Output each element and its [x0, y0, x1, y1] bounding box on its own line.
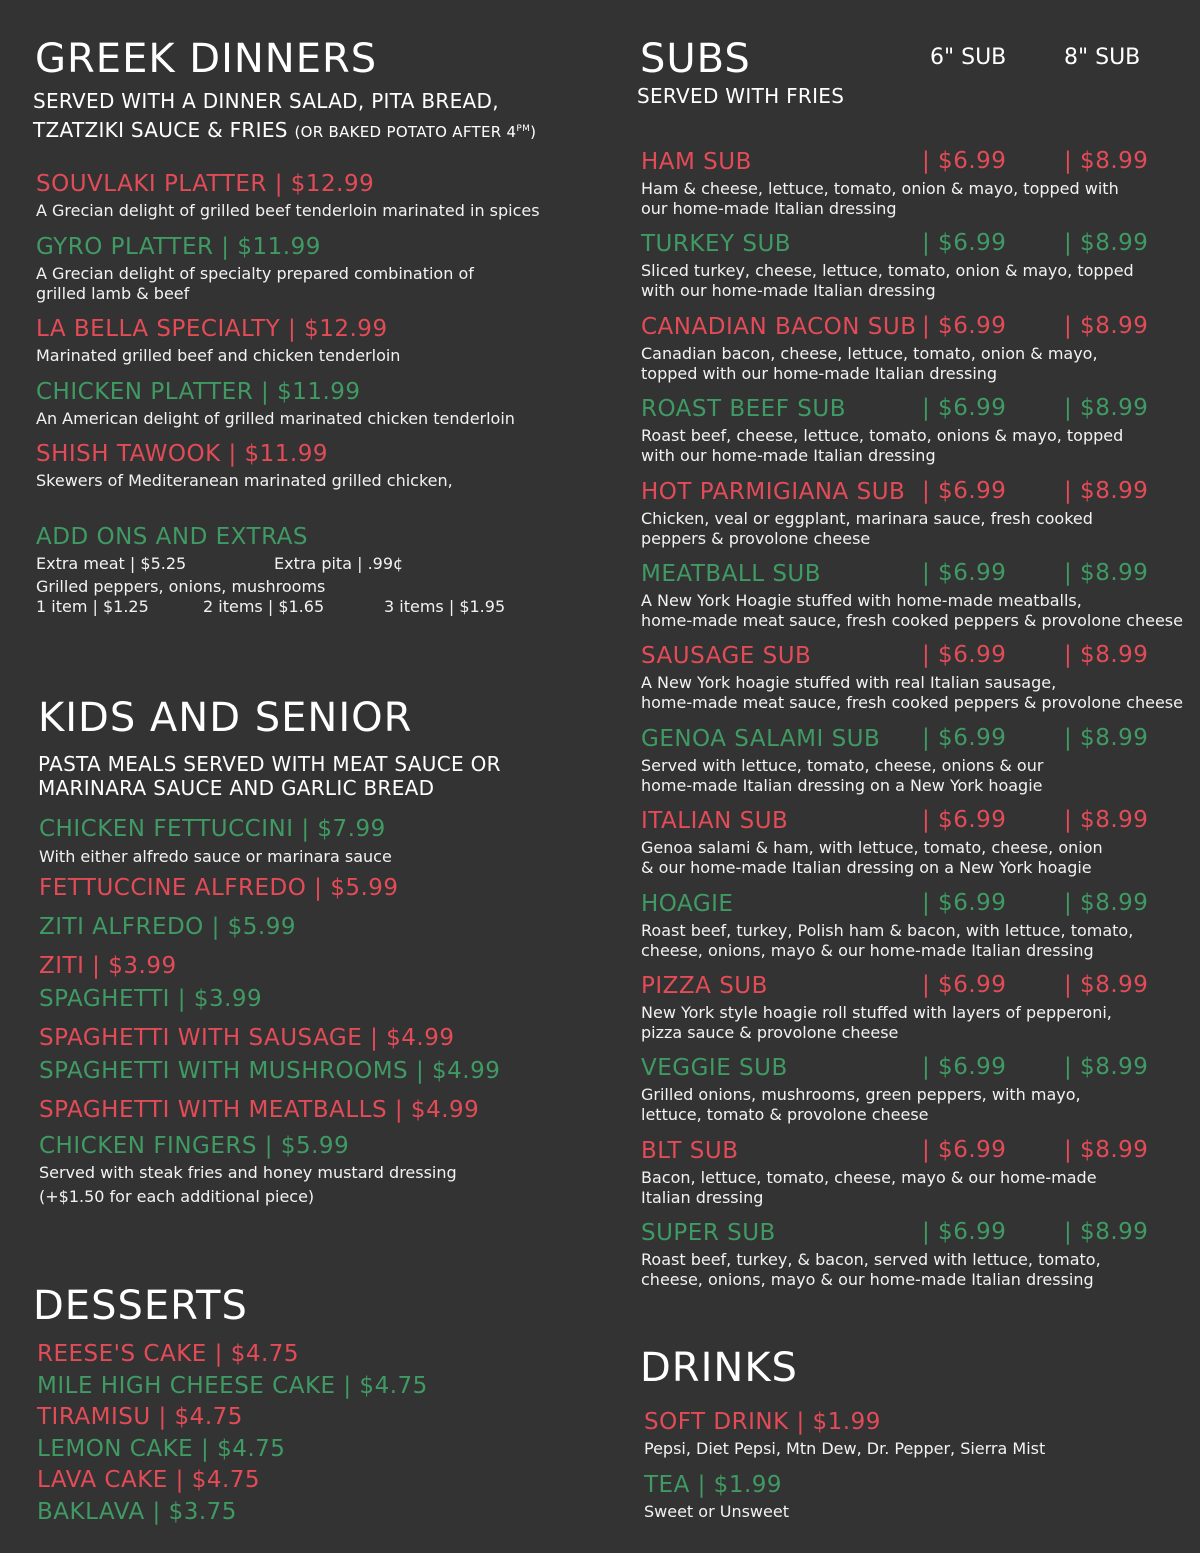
sub-item-desc: our home-made Italian dressing	[641, 199, 897, 218]
sub-price-8: | $8.99	[1064, 560, 1149, 586]
menu-item-name: SPAGHETTI WITH MUSHROOMS | $4.99	[39, 1058, 501, 1084]
sub-item-desc: Roast beef, turkey, & bacon, served with lettuce, tomato,	[641, 1250, 1101, 1269]
menu-item-desc: A Grecian delight of grilled beef tenderloin marinated in spices	[36, 201, 540, 220]
menu-item-desc: grilled lamb & beef	[36, 284, 190, 303]
dessert-item: BAKLAVA | $3.75	[37, 1499, 237, 1525]
sub-item-name: SAUSAGE SUB	[641, 643, 812, 669]
sub-price-8: | $8.99	[1064, 807, 1149, 833]
sub-item-desc: lettuce, tomato & provolone cheese	[641, 1105, 929, 1124]
dessert-item: LEMON CAKE | $4.75	[37, 1436, 286, 1462]
menu-item-name: SOUVLAKI PLATTER | $12.99	[36, 171, 375, 197]
addon-grilled: Grilled peppers, onions, mushrooms	[36, 577, 326, 596]
menu-item-desc: Skewers of Mediteranean marinated grilled chicken,	[36, 471, 453, 490]
menu-item-name: ZITI ALFREDO | $5.99	[39, 914, 297, 940]
kids-senior-title: KIDS AND SENIOR	[38, 695, 413, 741]
sub-price-8: | $8.99	[1064, 1054, 1149, 1080]
sub-item-desc: Italian dressing	[641, 1188, 764, 1207]
subs-title: SUBS	[640, 36, 751, 82]
menu-item-name: FETTUCCINE ALFREDO | $5.99	[39, 875, 399, 901]
sub-item-desc: A New York Hoagie stuffed with home-made meatballs,	[641, 591, 1082, 610]
sub-item-desc: Served with lettuce, tomato, cheese, onions & our	[641, 756, 1044, 775]
sub-item-name: HOT PARMIGIANA SUB	[641, 479, 906, 505]
sub-item-name: HAM SUB	[641, 149, 752, 175]
sub-item-name: CANADIAN BACON SUB	[641, 314, 917, 340]
greek-subtitle-line2	[33, 115, 536, 146]
menu-item-name: ZITI | $3.99	[39, 953, 177, 979]
addon-two-items: 2 items | $1.65	[203, 597, 325, 616]
dessert-item: REESE'S CAKE | $4.75	[37, 1341, 300, 1367]
sub-price-6: | $6.99	[922, 725, 1007, 751]
subs-subtitle: SERVED WITH FRIES	[637, 84, 845, 108]
sub-price-6: | $6.99	[922, 1219, 1007, 1245]
kids-subtitle-line2: MARINARA SAUCE AND GARLIC BREAD	[38, 776, 435, 800]
sub-item-name: BLT SUB	[641, 1138, 739, 1164]
menu-item-name: SPAGHETTI WITH MEATBALLS | $4.99	[39, 1097, 480, 1123]
sub-item-desc: & our home-made Italian dressing on a New York hoagie	[641, 858, 1092, 877]
sub-item-desc: Chicken, veal or eggplant, marinara sauce, fresh cooked	[641, 509, 1093, 528]
greek-dinners-title: GREEK DINNERS	[35, 36, 378, 82]
sub-item-name: MEATBALL SUB	[641, 561, 822, 587]
drink-item-desc: Sweet or Unsweet	[644, 1502, 789, 1521]
sub-item-desc: Sliced turkey, cheese, lettuce, tomato, onion & mayo, topped	[641, 261, 1134, 280]
sub-item-desc: with our home-made Italian dressing	[641, 281, 936, 300]
sub-item-name: TURKEY SUB	[641, 231, 792, 257]
sub-item-desc: Canadian bacon, cheese, lettuce, tomato, onion & mayo,	[641, 344, 1098, 363]
drink-item-desc: Pepsi, Diet Pepsi, Mtn Dew, Dr. Pepper, Sierra Mist	[644, 1439, 1046, 1458]
greek-subtitle-line1: SERVED WITH A DINNER SALAD, PITA BREAD,	[33, 89, 499, 113]
menu-item-desc: A Grecian delight of specialty prepared combination of	[36, 264, 474, 283]
sub-item-desc: A New York hoagie stuffed with real Italian sausage,	[641, 673, 1057, 692]
menu-item-name: GYRO PLATTER | $11.99	[36, 234, 321, 260]
menu-item-desc: Marinated grilled beef and chicken tenderloin	[36, 346, 401, 365]
addon-extra-meat: Extra meat | $5.25	[36, 554, 187, 573]
menu-item-name: SPAGHETTI WITH SAUSAGE | $4.99	[39, 1025, 455, 1051]
sub-price-6: | $6.99	[922, 972, 1007, 998]
sub-item-desc: Bacon, lettuce, tomato, cheese, mayo & our home-made	[641, 1168, 1097, 1187]
sub-item-name: HOAGIE	[641, 891, 734, 917]
sub-item-desc: cheese, onions, mayo & our home-made Italian dressing	[641, 941, 1094, 960]
sub-item-name: ROAST BEEF SUB	[641, 396, 846, 422]
sub-item-desc: Roast beef, cheese, lettuce, tomato, onions & mayo, topped	[641, 426, 1124, 445]
greek-subtitle-note	[294, 123, 536, 141]
sub-price-6: | $6.99	[922, 313, 1007, 339]
sub-item-desc: home-made meat sauce, fresh cooked peppers & provolone cheese	[641, 611, 1183, 630]
sub-item-desc: Ham & cheese, lettuce, tomato, onion & mayo, topped with	[641, 179, 1119, 198]
sub-item-desc: Grilled onions, mushrooms, green peppers, with mayo,	[641, 1085, 1081, 1104]
menu-item-name: CHICKEN FETTUCCINI | $7.99	[39, 816, 386, 842]
menu-item-desc: (+$1.50 for each additional piece)	[39, 1187, 315, 1206]
sub-price-8: | $8.99	[1064, 642, 1149, 668]
sub-item-desc: Genoa salami & ham, with lettuce, tomato, cheese, onion	[641, 838, 1103, 857]
sub-price-6: | $6.99	[922, 890, 1007, 916]
drink-item-name: SOFT DRINK | $1.99	[644, 1409, 881, 1435]
sub-price-8: | $8.99	[1064, 230, 1149, 256]
kids-subtitle-line1: PASTA MEALS SERVED WITH MEAT SAUCE OR	[38, 752, 501, 776]
sub-item-desc: home-made meat sauce, fresh cooked peppers & provolone cheese	[641, 693, 1183, 712]
size-6-header: 6" SUB	[930, 45, 1007, 70]
sub-price-6: | $6.99	[922, 642, 1007, 668]
sub-price-8: | $8.99	[1064, 972, 1149, 998]
sub-item-desc: pizza sauce & provolone cheese	[641, 1023, 899, 1042]
menu-item-name: CHICKEN PLATTER | $11.99	[36, 379, 361, 405]
greek-note-text: (OR BAKED POTATO AFTER 4	[294, 123, 517, 141]
size-8-header: 8" SUB	[1064, 45, 1141, 70]
sub-price-8: | $8.99	[1064, 395, 1149, 421]
sub-price-6: | $6.99	[922, 1054, 1007, 1080]
sub-price-8: | $8.99	[1064, 148, 1149, 174]
dessert-item: MILE HIGH CHEESE CAKE | $4.75	[37, 1373, 428, 1399]
greek-note-sup: PM	[516, 124, 531, 134]
sub-price-8: | $8.99	[1064, 1137, 1149, 1163]
sub-item-desc: Roast beef, turkey, Polish ham & bacon, with lettuce, tomato,	[641, 921, 1134, 940]
sub-item-desc: home-made Italian dressing on a New York hoagie	[641, 776, 1043, 795]
menu-item-name: SHISH TAWOOK | $11.99	[36, 441, 329, 467]
drink-item-name: TEA | $1.99	[644, 1472, 783, 1498]
sub-price-6: | $6.99	[922, 395, 1007, 421]
menu-item-name: LA BELLA SPECIALTY | $12.99	[36, 316, 388, 342]
desserts-title: DESSERTS	[33, 1283, 248, 1329]
sub-price-6: | $6.99	[922, 560, 1007, 586]
sub-item-desc: topped with our home-made Italian dressing	[641, 364, 998, 383]
sub-price-6: | $6.99	[922, 478, 1007, 504]
addon-extra-pita: Extra pita | .99¢	[274, 554, 404, 573]
sub-price-8: | $8.99	[1064, 890, 1149, 916]
greek-note-close: )	[530, 123, 537, 141]
menu-item-desc: An American delight of grilled marinated chicken tenderloin	[36, 409, 515, 428]
sub-price-8: | $8.99	[1064, 1219, 1149, 1245]
dessert-item: LAVA CAKE | $4.75	[37, 1467, 261, 1493]
sub-price-8: | $8.99	[1064, 478, 1149, 504]
sub-item-name: PIZZA SUB	[641, 973, 768, 999]
addons-title: ADD ONS AND EXTRAS	[36, 524, 308, 550]
dessert-item: TIRAMISU | $4.75	[37, 1404, 243, 1430]
sub-item-name: VEGGIE SUB	[641, 1055, 788, 1081]
sub-item-desc: peppers & provolone cheese	[641, 529, 871, 548]
addon-three-items: 3 items | $1.95	[384, 597, 506, 616]
menu-item-desc: With either alfredo sauce or marinara sauce	[39, 847, 392, 866]
menu-item-desc: Served with steak fries and honey mustard dressing	[39, 1163, 457, 1182]
sub-item-name: ITALIAN SUB	[641, 808, 789, 834]
sub-price-8: | $8.99	[1064, 725, 1149, 751]
sub-price-6: | $6.99	[922, 1137, 1007, 1163]
sub-item-desc: New York style hoagie roll stuffed with layers of pepperoni,	[641, 1003, 1112, 1022]
drinks-title: DRINKS	[640, 1345, 798, 1391]
addon-one-item: 1 item | $1.25	[36, 597, 149, 616]
menu-item-name: SPAGHETTI | $3.99	[39, 986, 263, 1012]
sub-price-6: | $6.99	[922, 148, 1007, 174]
greek-subtitle-line2a: TZATZIKI SAUCE & FRIES	[33, 118, 288, 142]
sub-price-6: | $6.99	[922, 807, 1007, 833]
sub-item-desc: with our home-made Italian dressing	[641, 446, 936, 465]
sub-item-name: SUPER SUB	[641, 1220, 776, 1246]
sub-price-8: | $8.99	[1064, 313, 1149, 339]
sub-price-6: | $6.99	[922, 230, 1007, 256]
sub-item-desc: cheese, onions, mayo & our home-made Italian dressing	[641, 1270, 1094, 1289]
menu-item-name: CHICKEN FINGERS | $5.99	[39, 1133, 350, 1159]
sub-item-name: GENOA SALAMI SUB	[641, 726, 881, 752]
